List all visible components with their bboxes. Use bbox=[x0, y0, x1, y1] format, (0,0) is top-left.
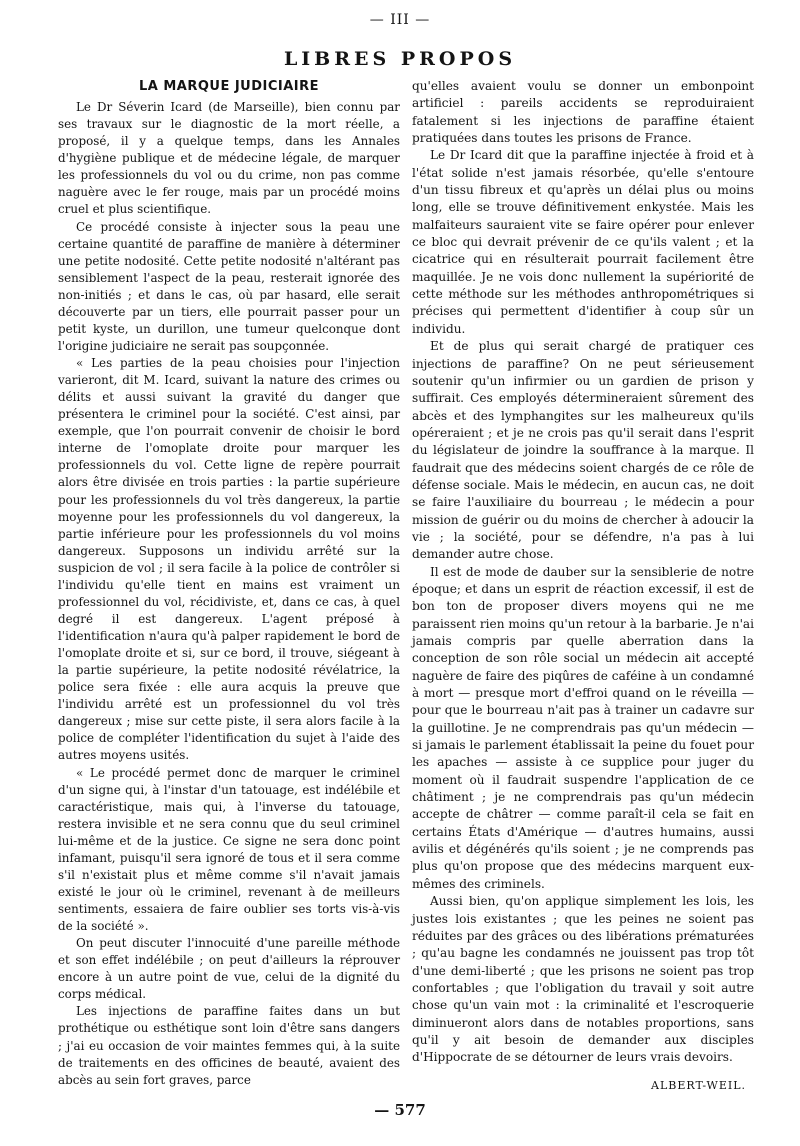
right-column bbox=[412, 78, 754, 1094]
article-title: LA MARQUE JUDICIAIRE bbox=[138, 79, 320, 94]
paragraph: Ce procédé consiste à injecter sous la peau une certaine quantité de paraffine de manière à déterminer une petite nodosité. Cette petite nodosité n'altérant pas sensiblement l'aspect de la peau, resterait ignorée des non-initiés ; et dans le cas, où par hasard, elle serait découverte par un tiers, elle pourrait passer pour un petit kyste, un durillon, une tumeur quelconque dont l'origine judiciaire ne serait pas soupçonnée. bbox=[58, 219, 400, 353]
running-folio: — III — bbox=[369, 12, 431, 28]
paragraph: Il est de mode de dauber sur la sensiblerie de notre époque; et dans un esprit de réaction excessif, il est de bon ton de proposer divers moyens qui ne me paraissent rien moins qu'un retour à la barbarie. Je n'ai jamais compris par quelle aberration dans la conception de son rôle social un médecin ait accepté naguère de faire des piqûres de caféine à un condamné à mort — presque mort d'effroi quand on le réveilla — pour que le bourreau n'ait pas à trainer un cadavre sur la guillotine. Je ne comprendrais pas qu'un médecin — si jamais le parlement établissait la peine du fouet pour les apaches — assiste à ce supplice pour juger du moment où il faudrait suspendre l'application de ce châtiment ; je ne comprendrais pas qu'un médecin accepte de châtrer — comme paraît-il cela se fait en certains États d'Amérique — d'autres humains, aussi avilis et dégénérés qu'ils soient ; je ne comprends pas plus qu'on propose que des médecins marquent eux-mêmes des criminels. bbox=[412, 564, 754, 891]
author-signature: ALBERT-WEIL. bbox=[651, 1078, 746, 1092]
paragraph-continuation: qu'elles avaient voulu se donner un embonpoint artificiel : pareils accidents se reproduiraient fatalement si les injections de paraffine étaient pratiquées dans toutes les prisons de France. bbox=[412, 79, 754, 146]
paragraph: Et de plus qui serait chargé de pratiquer ces injections de paraffine? On ne peut sérieusement soutenir qu'un infirmier ou un gardien de prison y suffirait. Ces employés détermineraient sûrement des abcès et des lymphangites sur les malheureux qu'ils opéreraient ; et je ne crois pas qu'il serait dans l'esprit du législateur de joindre la souffrance à la marque. Il faudrait que des médecins soient chargés de ce rôle de défense sociale. Mais le médecin, en aucun cas, ne doit se faire l'auxiliaire du bourreau ; le médecin a pour mission de guérir ou du moins de chercher à adoucir la vie ; la société, pour se défendre, n'a pas à lui demander autre chose. bbox=[412, 339, 754, 562]
left-column bbox=[58, 78, 400, 1089]
paragraph: Le Dr Icard dit que la paraffine injectée à froid et à l'état solide n'est jamais résorbée, qu'elle s'entoure d'un tissu fibreux et qu'après un délai plus ou moins long, elle se trouve définitivement enkystée. Mais les malfaiteurs sauraient vite se faire opérer pour enlever ce bloc qui devrait prévenir de ce qu'ils valent ; et la cicatrice qui en résulterait pourrait facilement être maquillée. Je ne vois donc nullement la supériorité de cette méthode sur les méthodes anthropométriques si précises qui permettent d'identifier à coup sûr un individu. bbox=[412, 148, 754, 336]
paragraph: « Le procédé permet donc de marquer le criminel d'un signe qui, à l'instar d'un tatouage, est indélébile et caractéristique, mais qui, à l'inverse du tatouage, restera invisible et ne sera connu que du seul criminel lui-même et de la justice. Ce signe ne sera donc point infamant, puisqu'il sera ignoré de tous et il sera comme s'il n'existait plus et même comme s'il n'avait jamais existé le jour où le criminel, revenant à de meilleurs sentiments, essaiera de faire oublier ses torts vis-à-vis de la société ». bbox=[58, 765, 400, 934]
paragraph: Le Dr Séverin Icard (de Marseille), bien connu par ses travaux sur le diagnostic de la mort réelle, a proposé, il y a quelque temps, dans les Annales d'hygiène publique et de médecine légale, de marquer les professionnels du vol ou du crime, non pas comme naguère avec le fer rouge, mais par un procédé moins cruel et plus scientifique. bbox=[58, 100, 400, 217]
section-title: LIBRES PROPOS bbox=[283, 48, 517, 70]
paragraph: On peut discuter l'innocuité d'une pareille méthode et son effet indélébile ; on peut d'ailleurs la réprouver encore à un autre point de vue, celui de la dignité du corps médical. bbox=[58, 936, 400, 1002]
paragraph: Aussi bien, qu'on applique simplement les lois, les justes lois existantes ; que les peines ne soient pas réduites par des grâces ou des libérations prématurées ; qu'au bagne les condamnés ne jouissent pas trop tôt d'une demi-liberté ; que les prisons ne soient pas trop confortables ; que l'obligation du travail y soit autre chose qu'un vain mot : la criminalité et l'escroquerie diminueront alors dans de notables proportions, sans qu'il y ait besoin de demander aux disciples d'Hippocrate de se détourner de leurs vrais devoirs. bbox=[412, 894, 754, 1065]
paragraph: Les injections de paraffine faites dans un but prothétique ou esthétique sont loin d'être sans dangers ; j'ai eu occasion de voir maintes femmes qui, à la suite de traitements en des officines de beauté, avaient des abcès au sein fort graves, parce bbox=[58, 1004, 400, 1087]
page-number: — 577 bbox=[374, 1101, 426, 1119]
paragraph: « Les parties de la peau choisies pour l'injection varieront, dit M. Icard, suivant la nature des crimes ou délits et aussi suivant la gravité du danger que présentera le criminel pour la société. C'est ainsi, par exemple, que l'on pourrait convenir de choisir le bord interne de l'omoplate droite pour marquer les professionnels du vol. Cette ligne de repère pourrait alors être divisée en trois parties : la partie supérieure pour les professionnels du vol très dangereux, la partie moyenne pour les professionnels du vol dangereux, la partie inférieure pour les professionnels du vol moins dangereux. Supposons un individu arrêté sur la suspicion de vol ; il sera facile à la police de contrôler si l'individu qu'elle tient en mains est vraiment un professionnel du vol, récidiviste, et, dans ce cas, à quel degré il est dangereux. L'agent préposé à l'identification n'aura qu'à palper rapidement le bord de l'omoplate droite et si, sur ce bord, il trouve, siégeant à la partie supérieure, la petite nodosité révélatrice, la police sera fixée : elle aura acquis la preuve que l'individu arrêté est un professionnel du vol très dangereux ; mise sur cette piste, il sera alors facile à la police de compléter l'identification du sujet à l'aide des autres moyens usités. bbox=[58, 356, 400, 763]
